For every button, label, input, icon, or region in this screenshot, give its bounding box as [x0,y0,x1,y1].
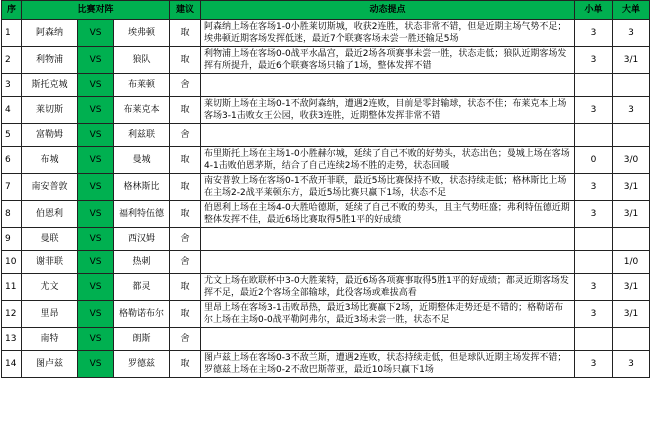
away-team: 曼城 [114,147,170,174]
small-pick: 3 [575,47,613,74]
away-team: 西汉姆 [114,228,170,251]
row-index: 13 [2,328,22,351]
big-pick: 3/1 [613,274,650,301]
table-row [2,251,650,274]
home-team: 富勒姆 [22,124,78,147]
big-pick [613,228,650,251]
table-row [2,351,650,378]
small-pick: 3 [575,301,613,328]
away-team: 福利特伍德 [114,201,170,228]
header-big: 大单 [613,1,650,20]
row-index: 10 [2,251,22,274]
row-index: 5 [2,124,22,147]
row-index: 7 [2,174,22,201]
away-team: 狼队 [114,47,170,74]
away-team: 朗斯 [114,328,170,351]
vs-label: VS [78,251,114,274]
vs-label: VS [78,301,114,328]
big-pick: 3/1 [613,47,650,74]
small-pick: 3 [575,97,613,124]
small-pick: 3 [575,20,613,47]
away-team: 利兹联 [114,124,170,147]
row-index: 3 [2,74,22,97]
vs-label: VS [78,228,114,251]
table-row [2,47,650,74]
analysis-text [201,124,575,147]
vs-label: VS [78,351,114,378]
table-row [2,201,650,228]
home-team: 尤文 [22,274,78,301]
away-team: 埃弗顿 [114,20,170,47]
home-team: 南安普敦 [22,174,78,201]
table-row [2,124,650,147]
small-pick: 3 [575,174,613,201]
vs-label: VS [78,328,114,351]
vs-label: VS [78,147,114,174]
row-index: 8 [2,201,22,228]
vs-label: VS [78,74,114,97]
away-team: 都灵 [114,274,170,301]
small-pick [575,124,613,147]
analysis-text: 伯恩利上场在主场4-0大胜哈德斯，延续了自己不败的势头，且主气势旺盛；弗利特伍德近期整体发挥不佳，最近6场比赛取得5胜1平的好成绩 [201,201,575,228]
home-team: 莱切斯 [22,97,78,124]
vs-label: VS [78,174,114,201]
analysis-text: 利物浦上场在客场0-0战平水晶宫，最近2场各项赛事未尝一胜，状态走低；狼队近期客场发挥有所提升，最近6个联赛客场只输了1场，整体发挥不错 [201,47,575,74]
home-team: 谢菲联 [22,251,78,274]
table-row [2,328,650,351]
small-pick: 0 [575,147,613,174]
home-team: 图卢兹 [22,351,78,378]
analysis-text: 南安普敦上场在客场0-1不敌开菲联，最近5场比赛保持不败，状态持续走低；格林斯比上场在主场2-2战平莱顿东方，最近5场比赛只赢下1场，状态不足 [201,174,575,201]
big-pick: 3 [613,351,650,378]
analysis-text [201,228,575,251]
big-pick: 3/1 [613,174,650,201]
header-analysis: 动态提点 [201,1,575,20]
table-row [2,74,650,97]
row-index: 1 [2,20,22,47]
header-row [2,1,650,20]
analysis-text: 图卢兹上场在客场0-3不敌兰斯，遭遇2连败，状态持续走低，但是球队近期主场发挥不错；罗德兹上场在主场0-2不敌巴斯蒂亚，最近10场只赢下1场 [201,351,575,378]
vs-label: VS [78,97,114,124]
header-match: 比赛对阵 [22,1,170,20]
table-row [2,97,650,124]
big-pick [613,124,650,147]
small-pick [575,328,613,351]
vs-label: VS [78,274,114,301]
away-team: 格林斯比 [114,174,170,201]
home-team: 曼联 [22,228,78,251]
table-row [2,20,650,47]
big-pick: 3 [613,97,650,124]
big-pick [613,74,650,97]
analysis-text: 阿森纳上场在客场1-0小胜莱切斯城，收获2连胜，状态非常不错，但是近期主场气势不足；埃弗顿近期客场发挥低迷，最近7个联赛客场未尝一胜还输足5场 [201,20,575,47]
home-team: 斯托克城 [22,74,78,97]
small-pick [575,74,613,97]
row-index: 2 [2,47,22,74]
away-team: 格勒诺布尔 [114,301,170,328]
analysis-text: 里昂上场在客场3-1击败昂热，最近3场比赛赢下2场，近期整体走势还是不错的；格勒诺布尔上场在主场0-0战平勒阿弗尔，最近3场未尝一胜，状态不足 [201,301,575,328]
advice: 取 [170,174,201,201]
table-row [2,228,650,251]
analysis-text: 莱切斯上场在主场0-1不敌阿森纳，遭遇2连败，目前是零封输球，状态不佳；布莱克本上场客场3-1击败女王公园，收获3连胜，近期整体发挥非常不错 [201,97,575,124]
home-team: 阿森纳 [22,20,78,47]
away-team: 热刺 [114,251,170,274]
row-index: 12 [2,301,22,328]
advice: 取 [170,147,201,174]
advice: 取 [170,47,201,74]
table-row [2,301,650,328]
analysis-text [201,251,575,274]
advice: 舍 [170,74,201,97]
advice: 舍 [170,251,201,274]
header-index: 序 [2,1,22,20]
advice: 舍 [170,124,201,147]
away-team: 布莱顿 [114,74,170,97]
header-advice: 建议 [170,1,201,20]
vs-label: VS [78,124,114,147]
table-row [2,274,650,301]
advice: 取 [170,301,201,328]
advice: 取 [170,97,201,124]
vs-label: VS [78,20,114,47]
advice: 取 [170,20,201,47]
vs-label: VS [78,201,114,228]
vs-label: VS [78,47,114,74]
table-row [2,147,650,174]
advice: 取 [170,201,201,228]
small-pick [575,251,613,274]
away-team: 布莱克本 [114,97,170,124]
away-team: 罗德兹 [114,351,170,378]
big-pick: 3 [613,20,650,47]
home-team: 布城 [22,147,78,174]
row-index: 6 [2,147,22,174]
row-index: 14 [2,351,22,378]
analysis-text: 尤文上场在欧联杯中3-0大胜莱特，最近6场各项赛事取得5胜1平的好成绩；都灵近期客场发挥不足，最近2个客场全部输球，此役客场或难拔高看 [201,274,575,301]
row-index: 11 [2,274,22,301]
home-team: 利物浦 [22,47,78,74]
small-pick: 3 [575,351,613,378]
small-pick: 3 [575,201,613,228]
big-pick: 1/0 [613,251,650,274]
big-pick: 3/0 [613,147,650,174]
analysis-text [201,328,575,351]
advice: 舍 [170,228,201,251]
small-pick: 3 [575,274,613,301]
tips-table [1,0,650,378]
advice: 取 [170,351,201,378]
small-pick [575,228,613,251]
big-pick: 3/1 [613,301,650,328]
header-small: 小单 [575,1,613,20]
big-pick [613,328,650,351]
home-team: 里昂 [22,301,78,328]
advice: 舍 [170,328,201,351]
home-team: 南特 [22,328,78,351]
analysis-text: 布里斯托上场在主场1-0小胜赫尔城，延续了自己不败的好势头，状态出色；曼城上场在客场4-1击败伯恩茅斯，结合了自己连续2场不胜的走势，状态回暖 [201,147,575,174]
row-index: 9 [2,228,22,251]
analysis-text [201,74,575,97]
home-team: 伯恩利 [22,201,78,228]
big-pick: 3/1 [613,201,650,228]
row-index: 4 [2,97,22,124]
advice: 取 [170,274,201,301]
table-row [2,174,650,201]
